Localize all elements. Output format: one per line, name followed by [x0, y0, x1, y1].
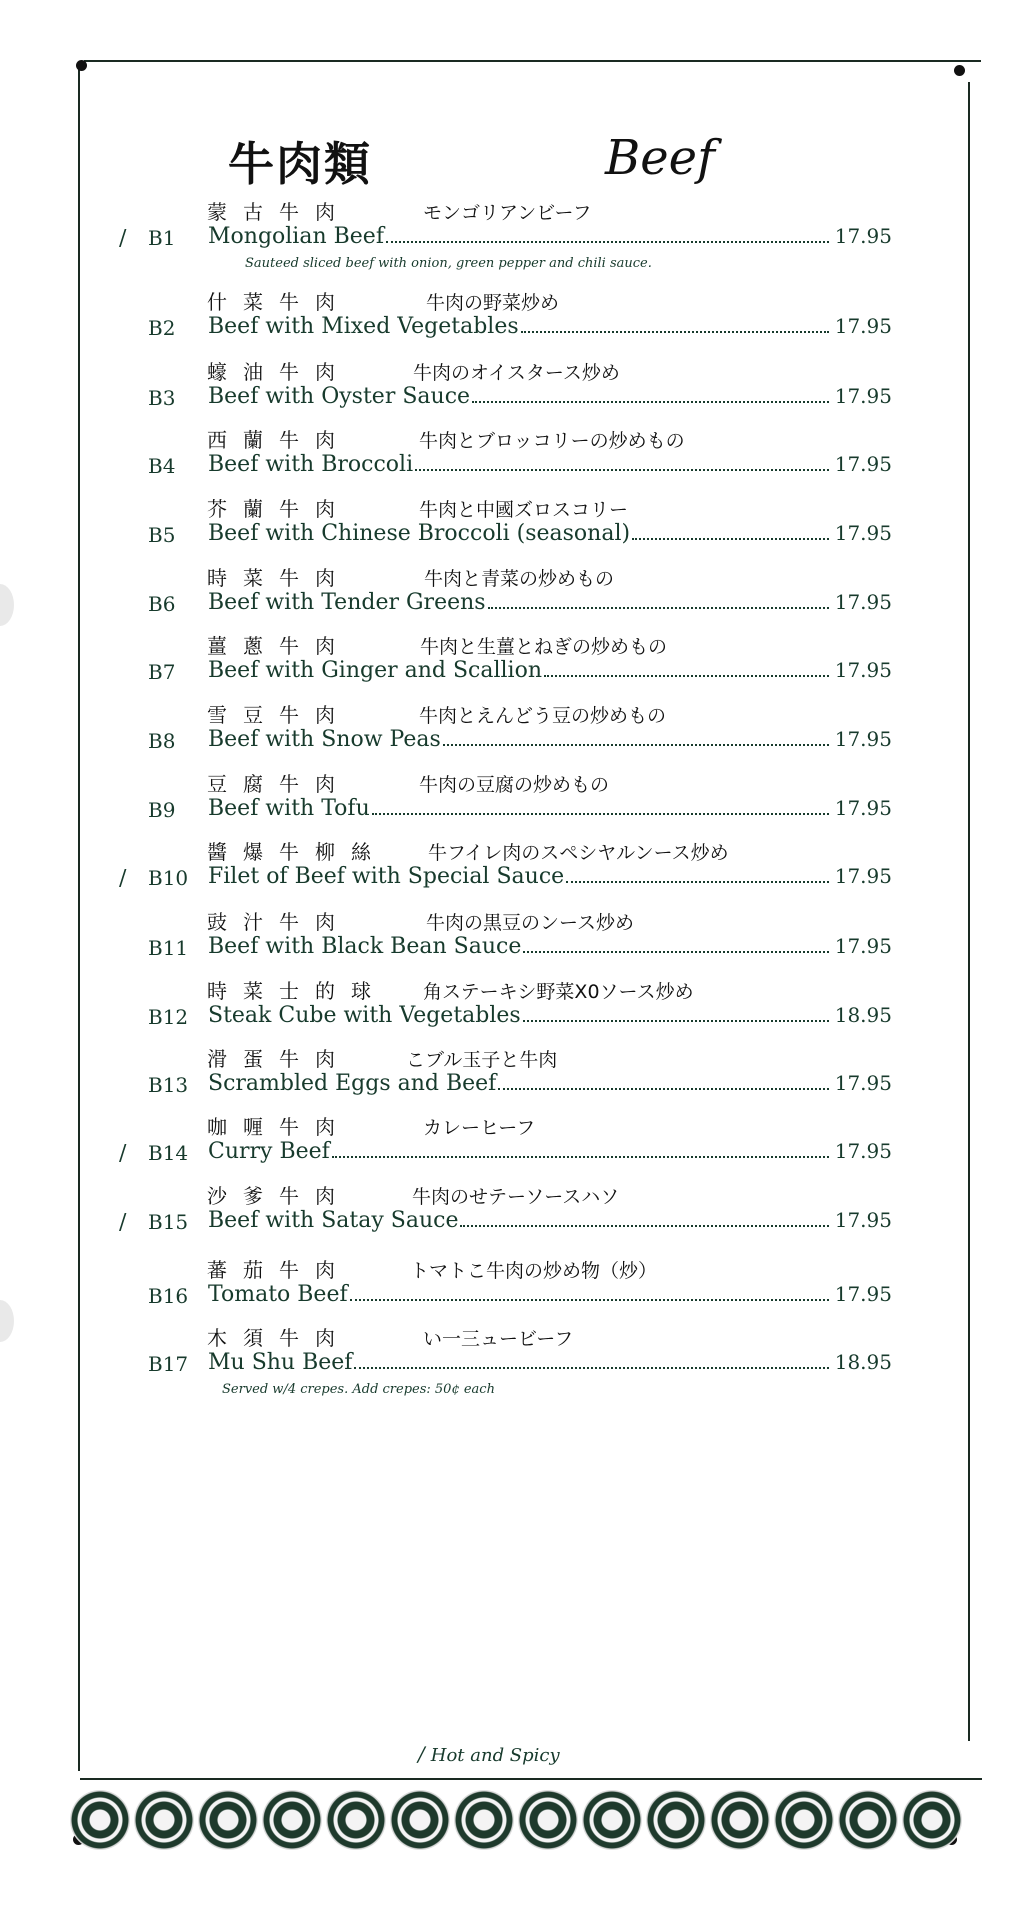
- item-code: B9: [148, 798, 176, 822]
- menu-item: [0, 356, 1024, 416]
- item-code: B13: [148, 1073, 189, 1097]
- item-code: B1: [148, 226, 176, 250]
- item-code: B5: [148, 523, 176, 547]
- dot-leader: [632, 528, 829, 540]
- item-japanese-name: 牛肉の豆腐の炒めもの: [419, 774, 610, 796]
- legend: [418, 1742, 560, 1766]
- item-row: [208, 934, 892, 959]
- item-price: 17.95: [834, 384, 892, 408]
- item-japanese-name: 牛肉とえんどう豆の炒めもの: [419, 705, 667, 727]
- menu-item: [0, 768, 1024, 828]
- item-chinese-name: 醬爆牛柳絲: [207, 840, 387, 864]
- item-row: [208, 658, 892, 683]
- chili-icon: ∕: [418, 1742, 425, 1766]
- item-row: [208, 314, 892, 339]
- item-chinese-name: 蠔油牛肉: [207, 360, 351, 384]
- item-price: 18.95: [834, 1003, 892, 1027]
- item-code: B15: [148, 1210, 189, 1234]
- item-japanese-name: 牛肉の野菜炒め: [426, 292, 560, 314]
- dragon-medallion: [838, 1790, 898, 1850]
- menu-item: [0, 562, 1024, 622]
- item-row: [208, 452, 892, 477]
- menu-item: [0, 1254, 1024, 1314]
- item-row: [208, 384, 892, 409]
- menu-item: [0, 630, 1024, 690]
- item-name: Beef with Mixed Vegetables: [208, 314, 519, 339]
- dragon-medallion: [262, 1790, 322, 1850]
- bottom-border: [80, 1778, 982, 1780]
- chili-icon: ∕: [119, 1210, 127, 1235]
- item-code: B3: [148, 386, 176, 410]
- item-name: Beef with Tofu: [208, 796, 370, 821]
- item-row: [208, 864, 892, 889]
- item-name: Tomato Beef: [208, 1282, 348, 1307]
- item-row: [208, 1139, 892, 1164]
- dragon-medallion: [390, 1790, 450, 1850]
- item-chinese-name: 蕃茄牛肉: [207, 1258, 351, 1282]
- dragon-medallion: [134, 1790, 194, 1850]
- item-row: [208, 224, 892, 249]
- item-price: 17.95: [834, 1282, 892, 1306]
- dragon-medallion: [326, 1790, 386, 1850]
- item-chinese-name: 雪豆牛肉: [207, 703, 351, 727]
- menu-item: [0, 424, 1024, 484]
- menu-item: [0, 1111, 1024, 1171]
- item-japanese-name: 牛肉と青菜の炒めもの: [424, 568, 615, 590]
- item-japanese-name: 牛肉のせテーソースハソ: [412, 1186, 620, 1208]
- page-title-chinese: 牛肉類: [228, 137, 372, 191]
- corner-dot-top-left: [76, 60, 87, 71]
- item-row: [208, 521, 892, 546]
- item-name: Beef with Satay Sauce: [208, 1208, 459, 1233]
- item-chinese-name: 什菜牛肉: [207, 290, 351, 314]
- item-row: [208, 1071, 892, 1096]
- item-code: B4: [148, 454, 176, 478]
- item-code: B2: [148, 316, 176, 340]
- menu-item: [0, 1180, 1024, 1240]
- corner-dot-top-right: [954, 65, 965, 76]
- dragon-medallion: [646, 1790, 706, 1850]
- item-japanese-name: モンゴリアンビーフ: [423, 202, 592, 224]
- item-chinese-name: 蒙古牛肉: [207, 200, 351, 224]
- dot-leader: [566, 871, 829, 883]
- item-japanese-name: 牛肉と生薑とねぎの炒めもの: [420, 636, 668, 658]
- item-code: B16: [148, 1284, 189, 1308]
- menu-item: [0, 1322, 1024, 1397]
- item-name: Steak Cube with Vegetables: [208, 1003, 521, 1028]
- dragon-medallion: [582, 1790, 642, 1850]
- menu-item: [0, 906, 1024, 966]
- item-chinese-name: 豆腐牛肉: [207, 772, 351, 796]
- item-chinese-name: 西蘭牛肉: [207, 428, 351, 452]
- item-name: Beef with Ginger and Scallion: [208, 658, 542, 683]
- dragon-medallion: [902, 1790, 962, 1850]
- item-japanese-name: 牛フイレ肉のスペシヤルンース炒め: [428, 842, 729, 864]
- item-price: 17.95: [834, 934, 892, 958]
- dot-leader: [523, 1010, 829, 1022]
- item-name: Mu Shu Beef: [208, 1350, 353, 1375]
- dragon-medallion: [70, 1790, 130, 1850]
- item-japanese-name: 牛肉の黒豆のンース炒め: [426, 912, 635, 934]
- item-price: 17.95: [834, 224, 892, 248]
- item-price: 17.95: [834, 452, 892, 476]
- item-chinese-name: 沙爹牛肉: [207, 1184, 351, 1208]
- item-chinese-name: 芥蘭牛肉: [207, 497, 351, 521]
- item-description: Sauteed sliced beef with onion, green pepper and chili sauce.: [245, 256, 652, 271]
- menu-item: [0, 1043, 1024, 1103]
- dragon-medallion: [710, 1790, 770, 1850]
- menu-item: [0, 493, 1024, 553]
- item-name: Beef with Snow Peas: [208, 727, 441, 752]
- item-name: Beef with Chinese Broccoli (seasonal): [208, 521, 631, 546]
- dot-leader: [498, 1078, 828, 1090]
- item-row: [208, 1282, 892, 1307]
- dragon-medallion: [454, 1790, 514, 1850]
- item-row: [208, 1208, 892, 1233]
- item-price: 17.95: [834, 864, 892, 888]
- item-japanese-name: トマトこ牛肉の炒め物（炒）: [410, 1260, 658, 1282]
- dot-leader: [354, 1357, 828, 1369]
- item-japanese-name: 角ステーキシ野菜X0ソース炒め: [423, 981, 694, 1003]
- item-chinese-name: 咖喱牛肉: [207, 1115, 351, 1139]
- dragon-medallion: [774, 1790, 834, 1850]
- item-name: Curry Beef: [208, 1139, 330, 1164]
- item-row: [208, 1003, 892, 1028]
- frame-top-border: [84, 60, 981, 62]
- item-code: B14: [148, 1141, 189, 1165]
- legend-label: Hot and Spicy: [430, 1745, 560, 1766]
- dot-leader: [460, 1215, 828, 1227]
- dot-leader: [372, 803, 829, 815]
- dot-leader: [521, 321, 829, 333]
- item-chinese-name: 豉汁牛肉: [207, 910, 351, 934]
- item-price: 17.95: [834, 314, 892, 338]
- item-row: [208, 796, 892, 821]
- dot-leader: [472, 391, 829, 403]
- item-description: Served w/4 crepes. Add crepes: 50¢ each: [222, 1382, 495, 1397]
- item-price: 17.95: [834, 590, 892, 614]
- item-price: 17.95: [834, 1139, 892, 1163]
- item-code: B7: [148, 660, 176, 684]
- item-japanese-name: 牛肉とブロッコリーの炒めもの: [419, 430, 685, 452]
- menu-item: [0, 836, 1024, 896]
- item-row: [208, 727, 892, 752]
- menu-item: [0, 699, 1024, 759]
- item-japanese-name: カレーヒーフ: [423, 1117, 536, 1139]
- item-japanese-name: こブル玉子と牛肉: [406, 1049, 558, 1071]
- chili-icon: ∕: [119, 226, 127, 251]
- dot-leader: [488, 597, 829, 609]
- item-name: Beef with Tender Greens: [208, 590, 486, 615]
- item-name: Beef with Oyster Sauce: [208, 384, 471, 409]
- item-price: 17.95: [834, 521, 892, 545]
- item-row: [208, 1350, 892, 1375]
- item-chinese-name: 時菜士的球: [207, 979, 387, 1003]
- item-name: Filet of Beef with Special Sauce: [208, 864, 565, 889]
- item-chinese-name: 木須牛肉: [207, 1326, 351, 1350]
- item-price: 17.95: [834, 1071, 892, 1095]
- item-name: Beef with Broccoli: [208, 452, 414, 477]
- item-price: 18.95: [834, 1350, 892, 1374]
- item-code: B12: [148, 1005, 189, 1029]
- item-name: Beef with Black Bean Sauce: [208, 934, 522, 959]
- dot-leader: [544, 665, 829, 677]
- item-japanese-name: 牛肉と中國ズロスコリー: [419, 499, 629, 521]
- item-code: B11: [148, 936, 189, 960]
- item-name: Scrambled Eggs and Beef: [208, 1071, 497, 1096]
- item-code: B8: [148, 729, 176, 753]
- chili-icon: ∕: [119, 1141, 127, 1166]
- item-chinese-name: 薑蔥牛肉: [207, 634, 351, 658]
- item-price: 17.95: [834, 658, 892, 682]
- item-code: B6: [148, 592, 176, 616]
- dragon-medallion: [198, 1790, 258, 1850]
- dot-leader: [332, 1146, 829, 1158]
- item-chinese-name: 時菜牛肉: [207, 566, 351, 590]
- dot-leader: [523, 941, 828, 953]
- dragon-medallion-border: [70, 1790, 970, 1862]
- item-price: 17.95: [834, 727, 892, 751]
- menu-item: [0, 286, 1024, 346]
- page-title-english: Beef: [605, 130, 715, 186]
- dot-leader: [350, 1289, 829, 1301]
- dragon-medallion: [518, 1790, 578, 1850]
- item-code: B10: [148, 866, 189, 890]
- item-code: B17: [148, 1352, 189, 1376]
- item-japanese-name: い一三ュービーフ: [423, 1328, 574, 1350]
- item-price: 17.95: [834, 796, 892, 820]
- dot-leader: [443, 734, 829, 746]
- item-japanese-name: 牛肉のオイスタース炒め: [413, 362, 620, 384]
- menu-item: [0, 975, 1024, 1035]
- item-chinese-name: 滑蛋牛肉: [207, 1047, 351, 1071]
- item-price: 17.95: [834, 1208, 892, 1232]
- item-name: Mongolian Beef: [208, 224, 384, 249]
- chili-icon: ∕: [119, 866, 127, 891]
- dot-leader: [386, 231, 829, 243]
- dot-leader: [415, 459, 829, 471]
- menu-item: [0, 196, 1024, 271]
- item-row: [208, 590, 892, 615]
